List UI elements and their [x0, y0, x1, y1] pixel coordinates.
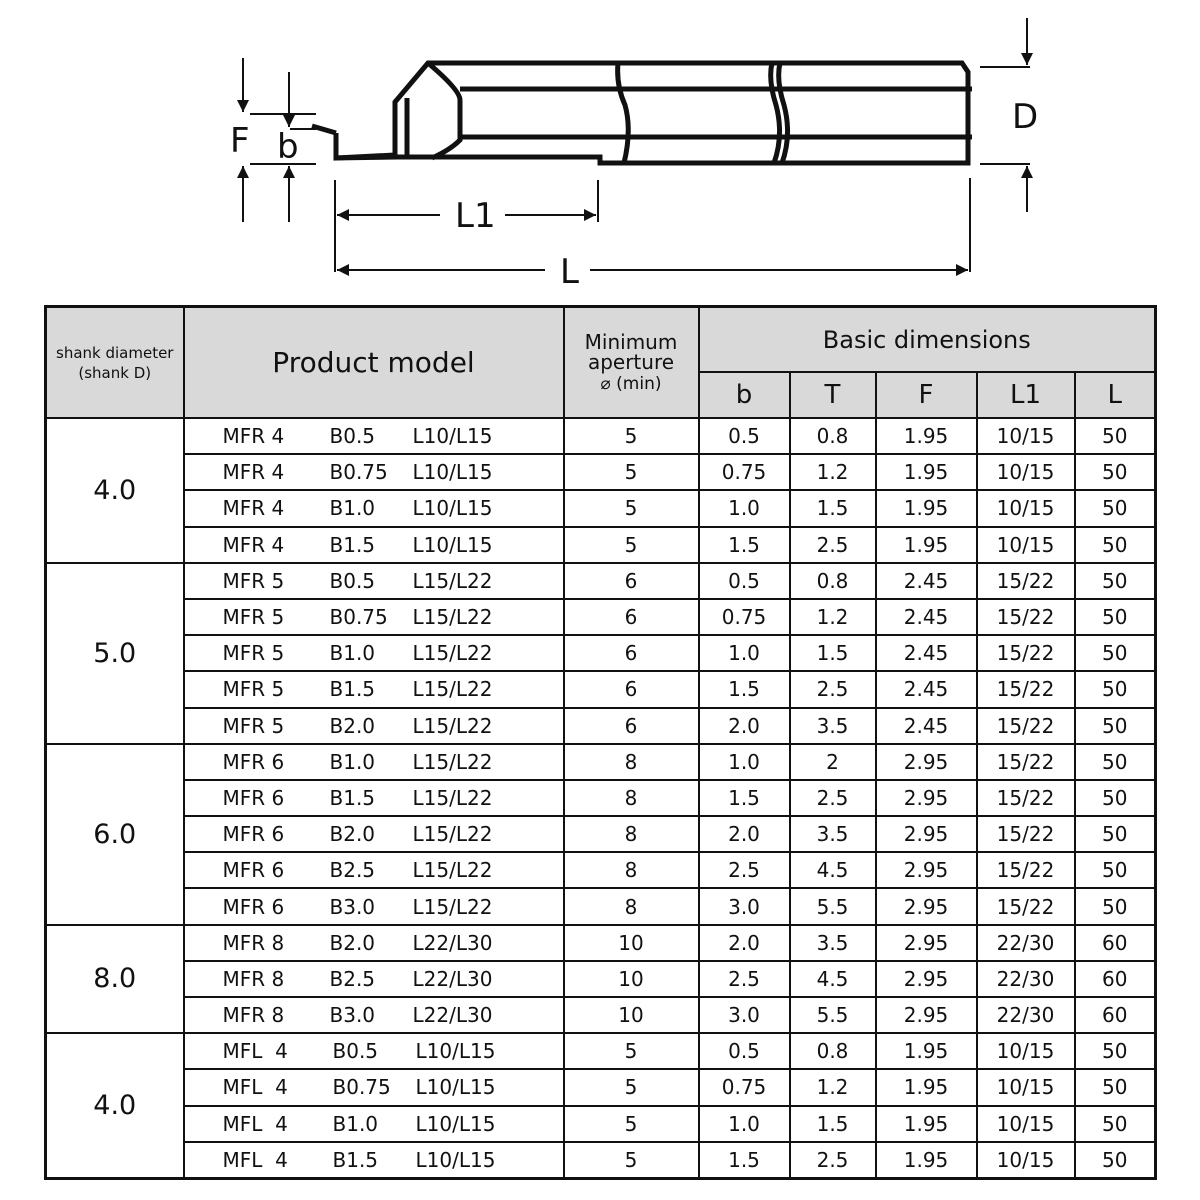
- cell-f: 1.95: [876, 418, 977, 454]
- table-row: [46, 708, 1156, 744]
- cell-t: 1.2: [790, 599, 876, 635]
- model-l-code: L10/L15: [415, 1075, 496, 1100]
- product-model-cell: [184, 599, 564, 635]
- cell-l1: 15/22: [977, 599, 1075, 635]
- cell-f: 2.95: [876, 997, 977, 1033]
- cell-b: 0.5: [699, 418, 790, 454]
- model-series: MFL 4: [222, 1111, 288, 1136]
- table-row: [46, 527, 1156, 563]
- header-col-l: L: [1075, 372, 1156, 418]
- table-row: [46, 852, 1156, 888]
- header-col-b: b: [699, 372, 790, 418]
- cell-min: 5: [564, 1069, 699, 1105]
- cell-b: 1.0: [699, 490, 790, 526]
- cell-t: 1.5: [790, 635, 876, 671]
- header-col-f: F: [876, 372, 977, 418]
- cell-f: 2.95: [876, 852, 977, 888]
- header-shank-diameter: shank diameter (shank D): [46, 307, 184, 419]
- model-series: MFR 6: [222, 785, 285, 810]
- model-b-code: B0.5: [329, 424, 376, 449]
- model-l-code: L15/L22: [412, 894, 493, 919]
- cell-l1: 22/30: [977, 997, 1075, 1033]
- product-model-cell: [184, 961, 564, 997]
- model-b-code: B1.0: [329, 641, 376, 666]
- cell-l: 50: [1075, 490, 1156, 526]
- table-row: [46, 454, 1156, 490]
- cell-b: 2.0: [699, 925, 790, 961]
- model-b-code: B1.0: [332, 1111, 379, 1136]
- cell-l1: 15/22: [977, 852, 1075, 888]
- header-col-l1: L1: [977, 372, 1075, 418]
- cell-l: 50: [1075, 527, 1156, 563]
- label-L1: L1: [455, 196, 496, 236]
- model-series: MFR 5: [222, 568, 285, 593]
- cell-b: 1.5: [699, 780, 790, 816]
- cell-f: 1.95: [876, 1142, 977, 1179]
- product-model-cell: [184, 1033, 564, 1069]
- model-series: MFR 4: [222, 424, 285, 449]
- model-l-code: L15/L22: [412, 858, 493, 883]
- product-model-cell: [184, 708, 564, 744]
- model-b-code: B0.75: [329, 605, 388, 630]
- header-minimum-aperture: Minimum aperture ⌀ (min): [564, 307, 699, 419]
- model-l-code: L15/L22: [412, 605, 493, 630]
- model-b-code: B2.5: [329, 858, 376, 883]
- model-series: MFR 4: [222, 532, 285, 557]
- model-b-code: B3.0: [329, 894, 376, 919]
- cell-f: 2.95: [876, 888, 977, 924]
- cell-t: 3.5: [790, 708, 876, 744]
- spec-table: [44, 305, 1157, 1180]
- cell-min: 10: [564, 925, 699, 961]
- product-model-cell: [184, 527, 564, 563]
- cell-f: 2.45: [876, 708, 977, 744]
- table-row: [46, 1106, 1156, 1142]
- cell-l: 60: [1075, 997, 1156, 1033]
- header-col-t: T: [790, 372, 876, 418]
- table-row: [46, 1069, 1156, 1105]
- model-b-code: B1.5: [332, 1147, 379, 1172]
- cell-l1: 15/22: [977, 635, 1075, 671]
- shank-diameter-cell: 5.0: [46, 563, 184, 744]
- product-model-cell: [184, 1142, 564, 1179]
- cell-min: 5: [564, 454, 699, 490]
- model-l-code: L15/L22: [412, 822, 493, 847]
- model-b-code: B0.75: [332, 1075, 391, 1100]
- cell-b: 0.5: [699, 1033, 790, 1069]
- cell-b: 2.5: [699, 961, 790, 997]
- model-b-code: B1.5: [329, 532, 376, 557]
- model-series: MFR 4: [222, 460, 285, 485]
- cell-t: 0.8: [790, 1033, 876, 1069]
- cell-l: 60: [1075, 925, 1156, 961]
- cell-t: 1.5: [790, 1106, 876, 1142]
- label-L: L: [560, 252, 579, 292]
- model-l-code: L22/L30: [412, 930, 493, 955]
- cell-t: 2.5: [790, 780, 876, 816]
- cell-l: 50: [1075, 454, 1156, 490]
- model-b-code: B1.0: [329, 496, 376, 521]
- model-l-code: L10/L15: [415, 1147, 496, 1172]
- cell-min: 5: [564, 527, 699, 563]
- product-model-cell: [184, 744, 564, 780]
- cell-l1: 10/15: [977, 418, 1075, 454]
- cell-min: 8: [564, 816, 699, 852]
- model-series: MFR 8: [222, 1003, 285, 1028]
- cell-f: 1.95: [876, 527, 977, 563]
- tool-outline: [312, 63, 972, 163]
- model-l-code: L10/L15: [412, 460, 493, 485]
- model-series: MFR 8: [222, 930, 285, 955]
- model-series: MFR 6: [222, 822, 285, 847]
- model-series: MFR 5: [222, 677, 285, 702]
- cell-t: 0.8: [790, 563, 876, 599]
- cell-t: 3.5: [790, 925, 876, 961]
- product-model-cell: [184, 816, 564, 852]
- model-series: MFL 4: [222, 1147, 288, 1172]
- cell-l: 50: [1075, 780, 1156, 816]
- cell-t: 1.2: [790, 1069, 876, 1105]
- product-model-cell: [184, 925, 564, 961]
- shank-diameter-cell: 4.0: [46, 1033, 184, 1178]
- model-l-code: L15/L22: [412, 568, 493, 593]
- cell-t: 2.5: [790, 671, 876, 707]
- cell-b: 2.0: [699, 708, 790, 744]
- cell-l1: 10/15: [977, 1106, 1075, 1142]
- cell-l: 50: [1075, 418, 1156, 454]
- cell-l: 50: [1075, 888, 1156, 924]
- cell-min: 5: [564, 418, 699, 454]
- cell-b: 1.0: [699, 744, 790, 780]
- cell-b: 1.5: [699, 527, 790, 563]
- cell-l: 50: [1075, 708, 1156, 744]
- cell-b: 0.75: [699, 1069, 790, 1105]
- table-row: [46, 599, 1156, 635]
- cell-min: 5: [564, 1142, 699, 1179]
- cell-l: 50: [1075, 635, 1156, 671]
- model-series: MFL 4: [222, 1039, 288, 1064]
- table-row: [46, 635, 1156, 671]
- boring-tool-diagram: [0, 0, 1200, 300]
- model-b-code: B1.0: [329, 749, 376, 774]
- model-series: MFR 4: [222, 496, 285, 521]
- cell-min: 6: [564, 635, 699, 671]
- cell-f: 2.95: [876, 961, 977, 997]
- product-model-cell: [184, 563, 564, 599]
- header-basic-dimensions: Basic dimensions: [699, 307, 1156, 373]
- model-b-code: B0.5: [329, 568, 376, 593]
- product-model-cell: [184, 454, 564, 490]
- cell-min: 6: [564, 599, 699, 635]
- cell-min: 8: [564, 852, 699, 888]
- cell-min: 5: [564, 1106, 699, 1142]
- table-row: [46, 1142, 1156, 1179]
- table-row: [46, 888, 1156, 924]
- cell-t: 4.5: [790, 852, 876, 888]
- cell-t: 5.5: [790, 997, 876, 1033]
- cell-min: 8: [564, 744, 699, 780]
- model-l-code: L10/L15: [412, 424, 493, 449]
- product-model-cell: [184, 888, 564, 924]
- cell-t: 1.2: [790, 454, 876, 490]
- model-l-code: L10/L15: [412, 496, 493, 521]
- model-b-code: B2.0: [329, 713, 376, 738]
- cell-t: 0.8: [790, 418, 876, 454]
- header-product-model: Product model: [184, 307, 564, 419]
- cell-l: 50: [1075, 1033, 1156, 1069]
- cell-l1: 15/22: [977, 888, 1075, 924]
- table-row: [46, 418, 1156, 454]
- dimension-lines: [243, 18, 1030, 272]
- cell-b: 1.5: [699, 671, 790, 707]
- product-model-cell: [184, 635, 564, 671]
- cell-f: 1.95: [876, 1106, 977, 1142]
- product-model-cell: [184, 997, 564, 1033]
- model-series: MFR 6: [222, 894, 285, 919]
- product-model-cell: [184, 490, 564, 526]
- cell-t: 1.5: [790, 490, 876, 526]
- label-F: F: [230, 121, 250, 161]
- cell-l: 50: [1075, 816, 1156, 852]
- cell-f: 2.45: [876, 599, 977, 635]
- cell-f: 2.95: [876, 816, 977, 852]
- cell-b: 0.5: [699, 563, 790, 599]
- model-l-code: L22/L30: [412, 1003, 493, 1028]
- cell-l: 50: [1075, 744, 1156, 780]
- cell-l: 50: [1075, 599, 1156, 635]
- product-model-cell: [184, 418, 564, 454]
- cell-l1: 10/15: [977, 1142, 1075, 1179]
- cell-l: 50: [1075, 1106, 1156, 1142]
- table-row: [46, 997, 1156, 1033]
- cell-l1: 10/15: [977, 1033, 1075, 1069]
- model-l-code: L10/L15: [415, 1039, 496, 1064]
- table-row: [46, 961, 1156, 997]
- shank-diameter-cell: 4.0: [46, 418, 184, 563]
- cell-l1: 15/22: [977, 563, 1075, 599]
- cell-f: 2.45: [876, 635, 977, 671]
- cell-b: 2.0: [699, 816, 790, 852]
- cell-f: 1.95: [876, 490, 977, 526]
- cell-t: 3.5: [790, 816, 876, 852]
- table-row: [46, 925, 1156, 961]
- cell-t: 2.5: [790, 1142, 876, 1179]
- cell-f: 2.95: [876, 925, 977, 961]
- cell-min: 6: [564, 671, 699, 707]
- cell-l: 50: [1075, 563, 1156, 599]
- model-b-code: B2.5: [329, 966, 376, 991]
- cell-t: 5.5: [790, 888, 876, 924]
- cell-f: 2.95: [876, 744, 977, 780]
- model-l-code: L22/L30: [412, 966, 493, 991]
- cell-min: 5: [564, 1033, 699, 1069]
- cell-l1: 15/22: [977, 780, 1075, 816]
- cell-l1: 15/22: [977, 708, 1075, 744]
- model-b-code: B0.75: [329, 460, 388, 485]
- cell-b: 1.5: [699, 1142, 790, 1179]
- label-D: D: [1012, 97, 1039, 137]
- model-b-code: B0.5: [332, 1039, 379, 1064]
- model-b-code: B3.0: [329, 1003, 376, 1028]
- cell-l1: 22/30: [977, 925, 1075, 961]
- cell-l1: 15/22: [977, 671, 1075, 707]
- label-b: b: [277, 127, 299, 167]
- model-l-code: L15/L22: [412, 785, 493, 810]
- cell-f: 2.45: [876, 563, 977, 599]
- product-model-cell: [184, 1106, 564, 1142]
- model-series: MFL 4: [222, 1075, 288, 1100]
- cell-f: 2.45: [876, 671, 977, 707]
- cell-t: 4.5: [790, 961, 876, 997]
- cell-l1: 10/15: [977, 527, 1075, 563]
- cell-min: 10: [564, 997, 699, 1033]
- model-series: MFR 5: [222, 641, 285, 666]
- cell-f: 2.95: [876, 780, 977, 816]
- cell-l1: 15/22: [977, 816, 1075, 852]
- cell-b: 0.75: [699, 599, 790, 635]
- cell-l: 50: [1075, 671, 1156, 707]
- cell-b: 3.0: [699, 997, 790, 1033]
- table-row: [46, 1033, 1156, 1069]
- cell-min: 5: [564, 490, 699, 526]
- cell-min: 6: [564, 563, 699, 599]
- model-l-code: L10/L15: [412, 532, 493, 557]
- cell-l: 50: [1075, 1142, 1156, 1179]
- cell-l: 50: [1075, 1069, 1156, 1105]
- table-row: [46, 744, 1156, 780]
- model-l-code: L10/L15: [415, 1111, 496, 1136]
- table-row: [46, 563, 1156, 599]
- cell-l1: 10/15: [977, 454, 1075, 490]
- cell-b: 0.75: [699, 454, 790, 490]
- shank-diameter-cell: 8.0: [46, 925, 184, 1034]
- table-row: [46, 671, 1156, 707]
- model-l-code: L15/L22: [412, 713, 493, 738]
- table-row: [46, 780, 1156, 816]
- cell-f: 1.95: [876, 454, 977, 490]
- cell-b: 3.0: [699, 888, 790, 924]
- model-l-code: L15/L22: [412, 749, 493, 774]
- model-series: MFR 5: [222, 713, 285, 738]
- model-b-code: B2.0: [329, 822, 376, 847]
- table-row: [46, 816, 1156, 852]
- cell-min: 10: [564, 961, 699, 997]
- model-l-code: L15/L22: [412, 677, 493, 702]
- cell-b: 1.0: [699, 635, 790, 671]
- model-b-code: B1.5: [329, 677, 376, 702]
- model-b-code: B1.5: [329, 785, 376, 810]
- cell-b: 1.0: [699, 1106, 790, 1142]
- cell-l1: 10/15: [977, 1069, 1075, 1105]
- cell-t: 2.5: [790, 527, 876, 563]
- model-series: MFR 6: [222, 858, 285, 883]
- cell-l1: 15/22: [977, 744, 1075, 780]
- cell-f: 1.95: [876, 1069, 977, 1105]
- model-series: MFR 6: [222, 749, 285, 774]
- cell-t: 2: [790, 744, 876, 780]
- product-model-cell: [184, 1069, 564, 1105]
- cell-l: 60: [1075, 961, 1156, 997]
- product-model-cell: [184, 852, 564, 888]
- shank-diameter-cell: 6.0: [46, 744, 184, 925]
- cell-b: 2.5: [699, 852, 790, 888]
- model-series: MFR 5: [222, 605, 285, 630]
- cell-min: 8: [564, 780, 699, 816]
- model-l-code: L15/L22: [412, 641, 493, 666]
- model-series: MFR 8: [222, 966, 285, 991]
- product-model-cell: [184, 780, 564, 816]
- cell-min: 6: [564, 708, 699, 744]
- product-model-cell: [184, 671, 564, 707]
- cell-l1: 22/30: [977, 961, 1075, 997]
- cell-f: 1.95: [876, 1033, 977, 1069]
- cell-min: 8: [564, 888, 699, 924]
- cell-l1: 10/15: [977, 490, 1075, 526]
- cell-l: 50: [1075, 852, 1156, 888]
- table-row: [46, 490, 1156, 526]
- model-b-code: B2.0: [329, 930, 376, 955]
